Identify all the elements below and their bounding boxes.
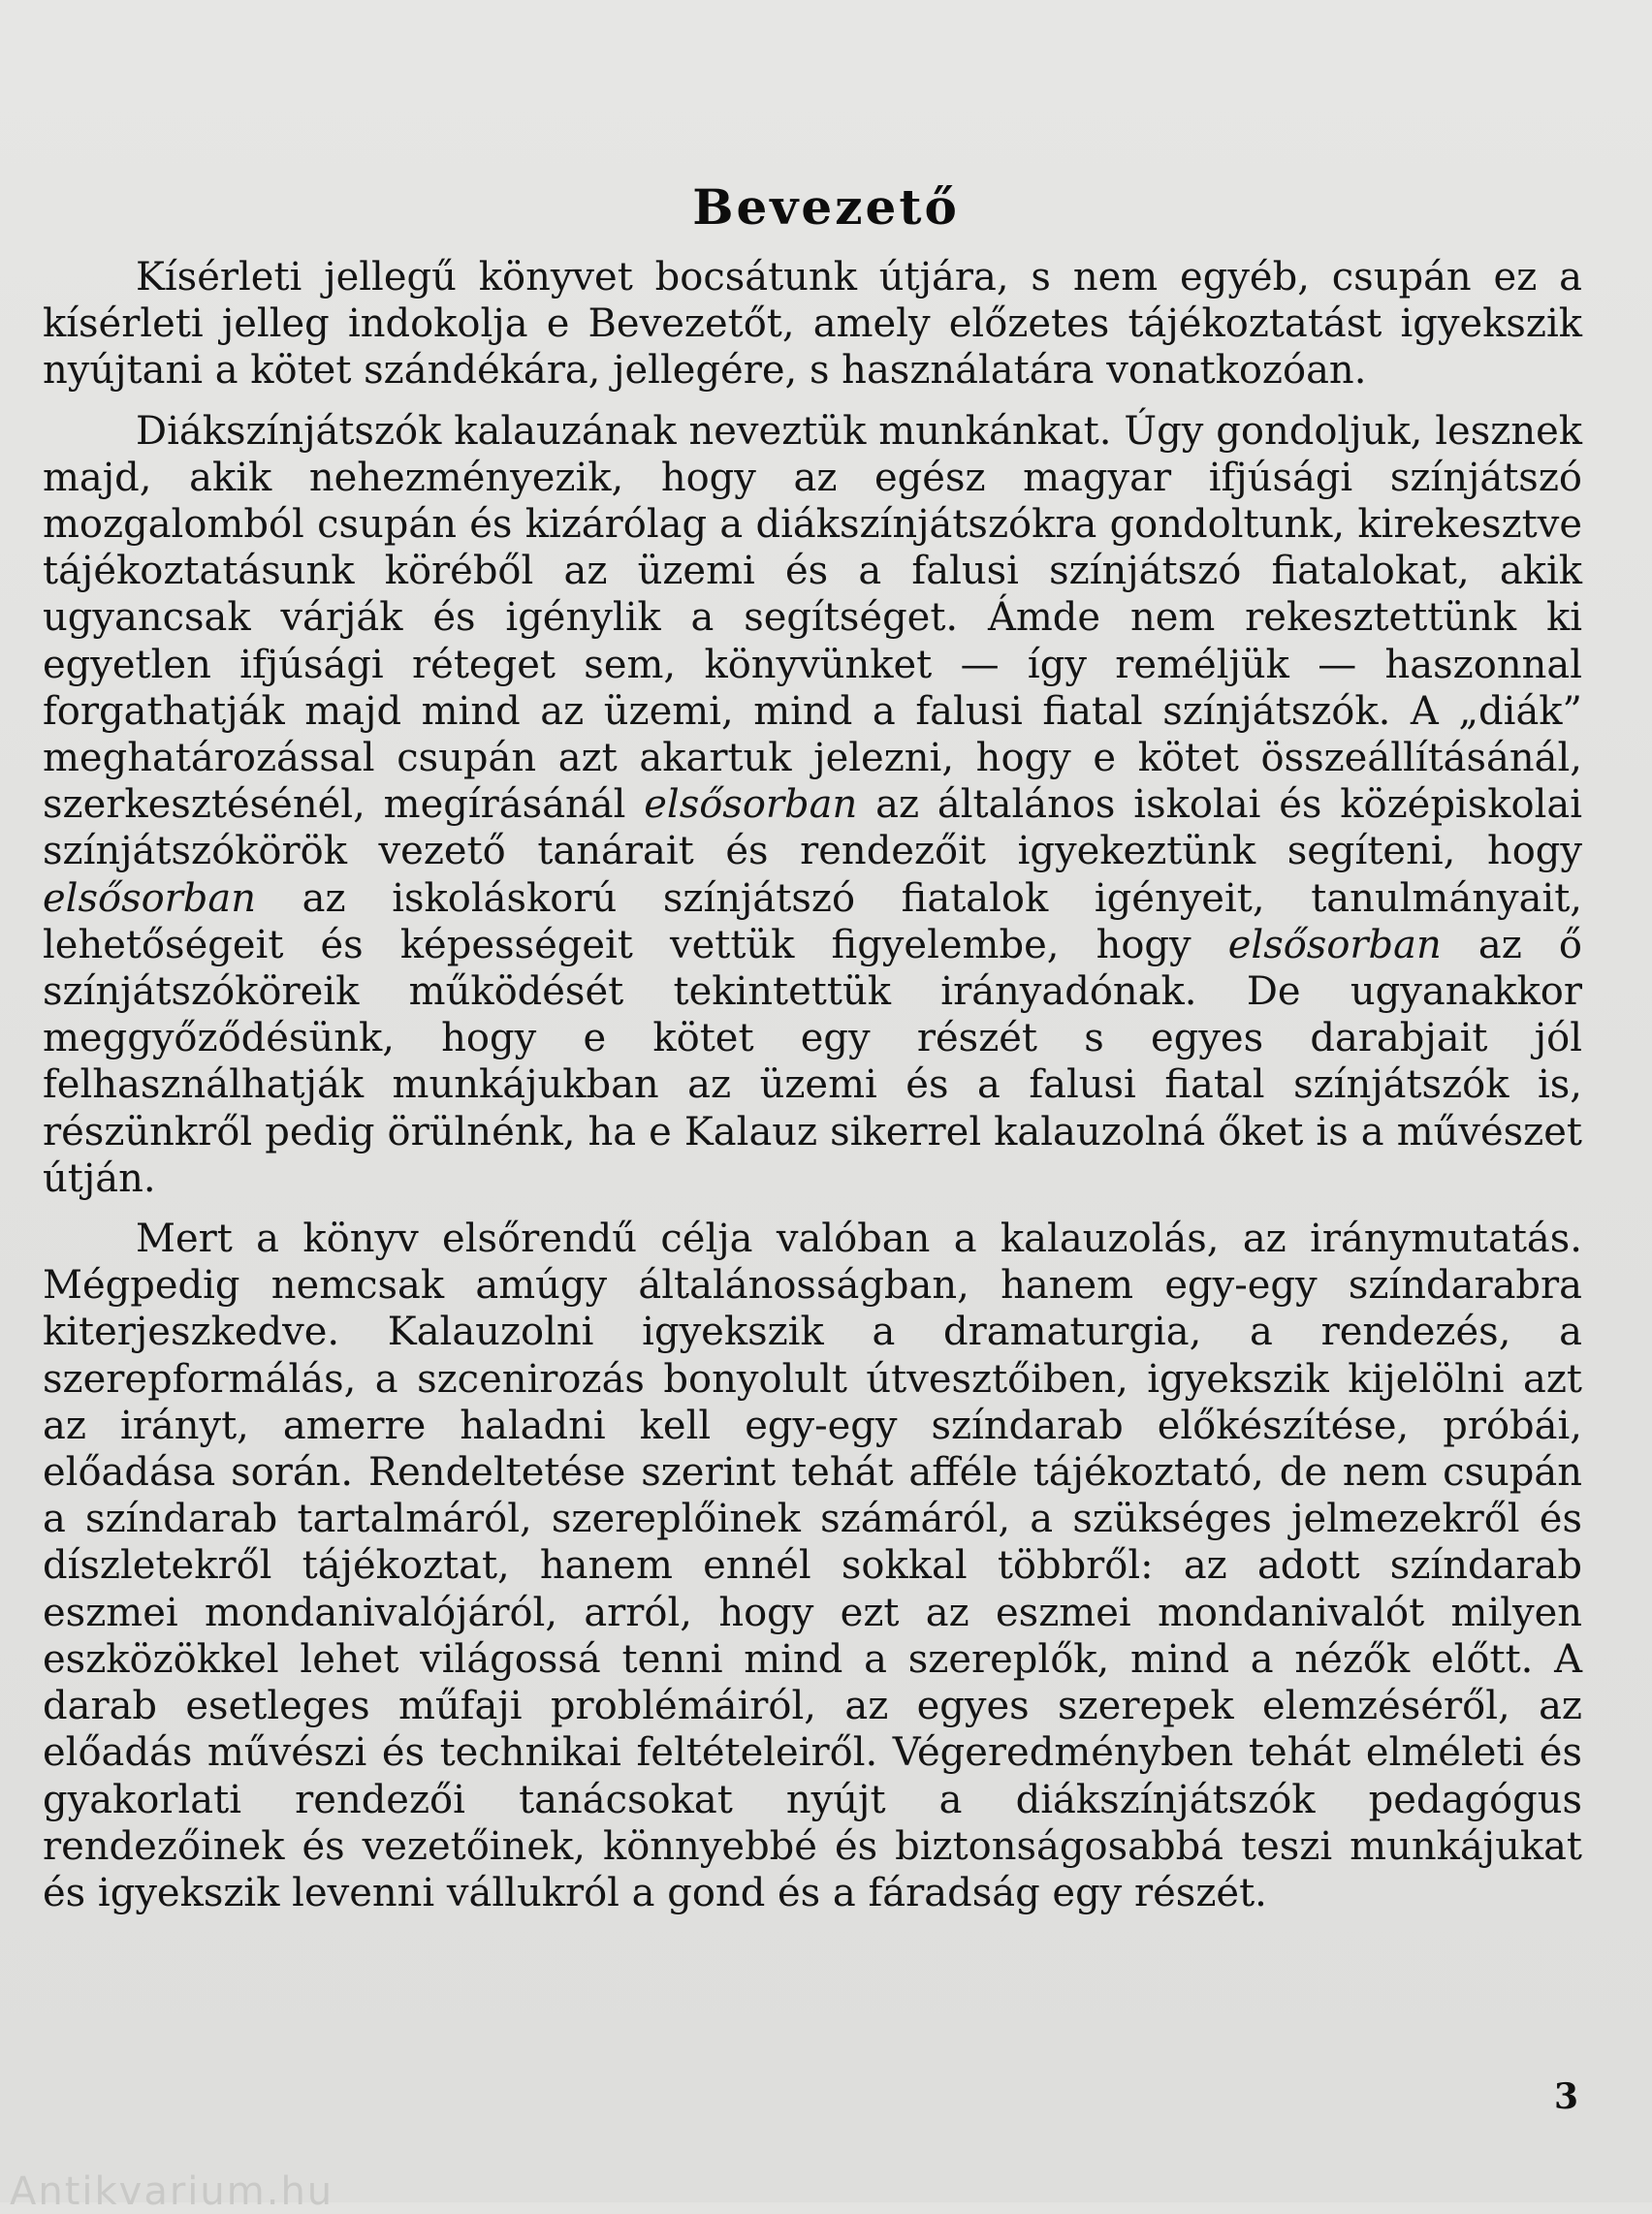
text-run: az általános iskolai és középiskolai színjátszókörök vezető tanárait és rendezőit igyekeztünk segíteni, hogy (43, 782, 1583, 874)
text-run: Diákszínjátszók kalauzának neveztük munkánkat. Úgy gondoljuk, lesznek majd, akik nehezményezik, hogy az egész magyar ifjúsági színjátszó mozgalomból csupán és kizárólag a diákszínjátszókra gondoltunk, kirekesztve tájékoztatásunk köréből az üzemi és a falusi színjátszó fiatalokat, akik ugyancsak várják és igénylik a segítséget. Ámde nem rekesztettünk ki egyetlen ifjúsági réteget sem, könyvünket — így reméljük — haszonnal forgathatják majd mind az üzemi, mind a falusi fiatal színjátszók. A „diák” meghatározással csupán azt akartuk jelezni, hogy e kötet összeállításánál, szerkesztésénél, megírásánál (43, 408, 1582, 828)
emphasis-text: elsősorban (43, 875, 257, 921)
text-run: az ő színjátszóköreik működését tekintettük irányadónak. De ugyanakkor meggyőződésünk, hogy e kötet egy részét s egyes darabjait jól felhasználhatják munkájukban az üzemi és a falusi fiatal színjátszók is, részünkről pedig örülnénk, ha e Kalauz sikerrel kalauzolná őket is a művészet útján. (43, 922, 1582, 1201)
watermark: Antikvarium.hu (10, 2169, 334, 2214)
emphasis-text: elsősorban (1227, 922, 1442, 967)
emphasis-text: elsősorban (644, 782, 858, 828)
text-run: Kísérleti jellegű könyvet bocsátunk útjára, s nem egyéb, csupán ez a kísérleti jelleg indokolja e Bevezetőt, amely előzetes tájékoztatást igyekszik nyújtani a kötet szándékára, jellegére, s használatára vonatkozóan. (43, 255, 1582, 394)
paragraph (43, 408, 1582, 1202)
page-title: Bevezető (692, 177, 960, 236)
body-text (43, 254, 1582, 1930)
paragraph (43, 1216, 1582, 1916)
text-run: Mert a könyv elsőrendű célja valóban a kalauzolás, az iránymutatás. Mégpedig nemcsak amúgy általánosságban, hanem egy-egy színdarabra kiterjeszkedve. Kalauzolni igyekszik a dramaturgia, a rendezés, a szerepformálás, a szcenirozás bonyolult útvesztőiben, igyekszik kijelölni azt az irányt, amerre haladni kell egy-egy színdarab előkészítése, próbái, előadása során. Rendeltetése szerint tehát afféle tájékoztató, de nem csupán a színdarab tartalmáról, szereplőinek számáról, a szükséges jelmezekről és díszletekről tájékoztat, hanem ennél sokkal többről: az adott színdarab eszmei mondanivalójáról, arról, hogy ezt az eszmei mondanivalót milyen eszközökkel lehet világossá tenni mind a szereplők, mind a nézők előtt. A darab esetleges műfaji problémáiról, az egyes szerepek elemzéséről, az előadás művészi és technikai feltételeiről. Végeredményben tehát elméleti és gyakorlati rendezői tanácsokat nyújt a diákszínjátszók pedagógus rendezőinek és vezetőinek, könnyebbé és biztonságosabbá teszi munkájukat és igyekszik levenni vállukról a gond és a fáradság egy részét. (43, 1217, 1582, 1915)
text-run: az iskoláskorú színjátszó fiatalok igényeit, tanulmányait, lehetőségeit és képességeit vettük figyelembe, hogy (43, 875, 1582, 967)
paragraph (43, 254, 1582, 395)
page-number: 3 (1553, 2076, 1578, 2117)
